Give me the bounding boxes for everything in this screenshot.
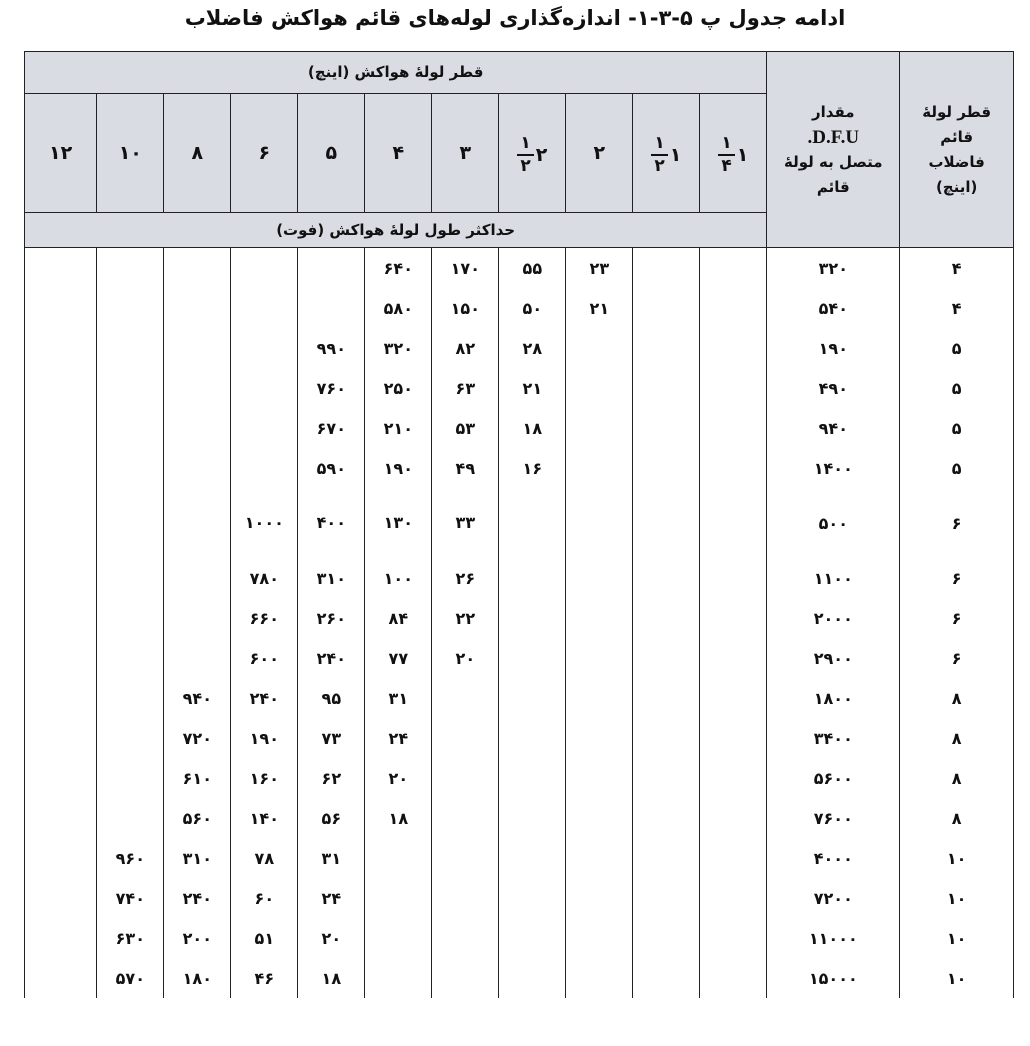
- dfu-label-bottom: متصل به لولهٔ قائم: [784, 152, 883, 196]
- dfu-cell: ۱۱۰۰۰: [767, 918, 900, 958]
- table-row: [25, 678, 1014, 718]
- max-length-cell: [97, 558, 164, 598]
- max-length-cell: [700, 838, 767, 878]
- vent-sizing-table: [24, 51, 1014, 998]
- max-length-cell: [231, 368, 298, 408]
- vent-size-header: [566, 94, 633, 213]
- max-length-cell: ۶۲: [298, 758, 365, 798]
- vent-size-label: ۸: [191, 142, 204, 164]
- max-length-cell: ۱۵۰: [432, 288, 499, 328]
- max-length-cell: [97, 598, 164, 638]
- max-length-cell: ۵۶۰: [164, 798, 231, 838]
- max-length-cell: ۹۴۰: [164, 678, 231, 718]
- max-length-cell: ۱۰۰: [365, 558, 432, 598]
- max-length-cell: [97, 718, 164, 758]
- vent-size-fraction: [651, 135, 681, 175]
- max-length-cell: [432, 798, 499, 838]
- max-length-cell: ۵۷۰: [97, 958, 164, 998]
- table-row: [25, 288, 1014, 328]
- max-length-cell: [97, 638, 164, 678]
- max-length-cell: ۴۶: [231, 958, 298, 998]
- max-length-cell: ۲۴: [298, 878, 365, 918]
- max-length-cell: [25, 718, 97, 758]
- max-length-cell: [700, 598, 767, 638]
- max-length-cell: [499, 718, 566, 758]
- fraction-denominator: ۲: [654, 156, 665, 176]
- table-row: [25, 558, 1014, 598]
- max-length-cell: [164, 598, 231, 638]
- dfu-cell: ۵۶۰۰: [767, 758, 900, 798]
- max-length-cell: [164, 638, 231, 678]
- max-length-cell: ۳۱۰: [298, 558, 365, 598]
- stack-diameter-cell: ۶: [900, 598, 1014, 638]
- max-length-cell: [164, 248, 231, 289]
- stack-diameter-cell: ۸: [900, 718, 1014, 758]
- max-length-cell: ۲۸: [499, 328, 566, 368]
- max-length-cell: [633, 958, 700, 998]
- max-length-cell: ۹۶۰: [97, 838, 164, 878]
- max-length-cell: [633, 758, 700, 798]
- max-length-cell: [566, 488, 633, 558]
- max-length-cell: [633, 328, 700, 368]
- vent-size-header: [298, 94, 365, 213]
- max-length-cell: [499, 488, 566, 558]
- max-length-cell: [566, 878, 633, 918]
- max-length-cell: ۲۱: [566, 288, 633, 328]
- vent-size-label: ۶: [258, 142, 271, 164]
- max-length-cell: ۳۱: [365, 678, 432, 718]
- max-length-cell: [365, 918, 432, 958]
- max-length-cell: ۱۹۰: [365, 448, 432, 488]
- table-row: [25, 918, 1014, 958]
- dfu-cell: ۱۸۰۰: [767, 678, 900, 718]
- max-length-cell: [25, 878, 97, 918]
- max-length-cell: [97, 368, 164, 408]
- dfu-cell: ۱۹۰: [767, 328, 900, 368]
- max-length-cell: ۲۴۰: [231, 678, 298, 718]
- vent-size-header: [499, 94, 566, 213]
- dfu-cell: ۵۰۰: [767, 488, 900, 558]
- table-row: [25, 758, 1014, 798]
- max-length-cell: [566, 408, 633, 448]
- max-length-cell: [25, 758, 97, 798]
- max-length-cell: [633, 838, 700, 878]
- max-length-cell: ۲۰: [432, 638, 499, 678]
- fraction-denominator: ۲: [520, 156, 531, 176]
- max-length-cell: ۹۵: [298, 678, 365, 718]
- max-length-cell: [633, 878, 700, 918]
- max-length-cell: [566, 328, 633, 368]
- dfu-cell: ۷۶۰۰: [767, 798, 900, 838]
- dfu-header: [767, 52, 900, 248]
- fraction-denominator: ۴: [721, 156, 732, 176]
- stack-diameter-cell: ۶: [900, 488, 1014, 558]
- vent-size-label: ۵: [325, 142, 338, 164]
- max-length-cell: [700, 878, 767, 918]
- max-length-cell: ۴۰۰: [298, 488, 365, 558]
- table-row: [25, 408, 1014, 448]
- max-length-cell: ۶۱۰: [164, 758, 231, 798]
- max-length-cell: ۶۰۰: [231, 638, 298, 678]
- max-length-cell: [164, 408, 231, 448]
- max-length-cell: [499, 798, 566, 838]
- max-length-cell: [25, 918, 97, 958]
- max-length-cell: [97, 408, 164, 448]
- max-length-cell: ۷۳: [298, 718, 365, 758]
- max-length-cell: ۱۷۰: [432, 248, 499, 289]
- max-length-cell: [164, 288, 231, 328]
- stack-diameter-cell: ۸: [900, 798, 1014, 838]
- max-length-cell: [633, 408, 700, 448]
- max-length-cell: ۲۰: [365, 758, 432, 798]
- vent-size-header: [633, 94, 700, 213]
- max-length-cell: [700, 368, 767, 408]
- max-length-cell: ۷۶۰: [298, 368, 365, 408]
- max-length-cell: [365, 838, 432, 878]
- max-length-cell: [700, 328, 767, 368]
- max-length-cell: [633, 598, 700, 638]
- max-length-cell: [164, 448, 231, 488]
- fraction-numerator: ۱: [651, 135, 667, 156]
- dfu-cell: ۱۴۰۰: [767, 448, 900, 488]
- vent-size-header: [365, 94, 432, 213]
- max-length-cell: [499, 638, 566, 678]
- dfu-cell: ۹۴۰: [767, 408, 900, 448]
- max-length-cell: ۲۱: [499, 368, 566, 408]
- max-length-cell: [231, 448, 298, 488]
- max-length-cell: [633, 448, 700, 488]
- max-length-cell: [164, 368, 231, 408]
- table-row: [25, 248, 1014, 289]
- max-length-cell: ۸۲: [432, 328, 499, 368]
- max-length-cell: ۱۳۰: [365, 488, 432, 558]
- max-length-cell: ۳۱۰: [164, 838, 231, 878]
- max-length-cell: ۲۵۰: [365, 368, 432, 408]
- vent-size-header: [231, 94, 298, 213]
- max-length-cell: [97, 288, 164, 328]
- max-length-cell: ۶۷۰: [298, 408, 365, 448]
- max-length-cell: ۵۹۰: [298, 448, 365, 488]
- table-row: [25, 838, 1014, 878]
- max-length-cell: ۶۰: [231, 878, 298, 918]
- max-length-cell: ۷۲۰: [164, 718, 231, 758]
- max-length-cell: [700, 678, 767, 718]
- max-length-cell: [700, 248, 767, 289]
- dfu-cell: ۵۴۰: [767, 288, 900, 328]
- dfu-cell: ۳۴۰۰: [767, 718, 900, 758]
- max-length-cell: [432, 918, 499, 958]
- stack-diameter-cell: ۱۰: [900, 878, 1014, 918]
- max-length-cell: [633, 368, 700, 408]
- max-length-cell: [499, 678, 566, 718]
- max-length-cell: ۲۰۰: [164, 918, 231, 958]
- max-length-cell: [700, 408, 767, 448]
- fraction-whole: ۱: [669, 144, 682, 166]
- max-length-cell: [25, 838, 97, 878]
- max-length-cell: ۶۴۰: [365, 248, 432, 289]
- max-length-cell: [700, 798, 767, 838]
- stack-diameter-cell: ۶: [900, 558, 1014, 598]
- max-length-cell: [633, 288, 700, 328]
- max-length-cell: ۲۳: [566, 248, 633, 289]
- max-length-cell: [432, 758, 499, 798]
- max-length-cell: [700, 558, 767, 598]
- max-length-cell: [164, 558, 231, 598]
- table-row: [25, 598, 1014, 638]
- stack-diameter-cell: ۵: [900, 448, 1014, 488]
- max-length-cell: [633, 718, 700, 758]
- vent-size-header: [25, 94, 97, 213]
- dfu-cell: ۲۰۰۰: [767, 598, 900, 638]
- max-length-cell: [25, 558, 97, 598]
- max-length-cell: ۵۶: [298, 798, 365, 838]
- max-length-cell: ۵۸۰: [365, 288, 432, 328]
- table-row: [25, 638, 1014, 678]
- max-length-cell: ۵۵: [499, 248, 566, 289]
- vent-diameter-header: [25, 52, 767, 94]
- max-length-cell: [566, 598, 633, 638]
- max-length-cell: [25, 408, 97, 448]
- table-row: [25, 718, 1014, 758]
- max-length-header: [25, 213, 767, 248]
- max-length-cell: [633, 488, 700, 558]
- max-length-cell: [566, 958, 633, 998]
- max-length-cell: [566, 678, 633, 718]
- max-length-cell: [97, 798, 164, 838]
- max-length-cell: ۸۴: [365, 598, 432, 638]
- table-row: [25, 798, 1014, 838]
- vent-size-label: ۴: [392, 142, 405, 164]
- max-length-cell: [231, 408, 298, 448]
- max-length-cell: [432, 718, 499, 758]
- stack-diameter-cell: ۴: [900, 288, 1014, 328]
- max-length-cell: [633, 678, 700, 718]
- max-length-cell: [633, 638, 700, 678]
- max-length-cell: [633, 248, 700, 289]
- stack-diameter-cell: ۴: [900, 248, 1014, 289]
- max-length-cell: ۶۳۰: [97, 918, 164, 958]
- max-length-cell: [700, 288, 767, 328]
- fraction-part: [517, 135, 533, 175]
- table-row: [25, 328, 1014, 368]
- max-length-cell: [25, 488, 97, 558]
- max-length-cell: ۲۱۰: [365, 408, 432, 448]
- max-length-cell: ۷۸۰: [231, 558, 298, 598]
- dfu-cell: ۴۹۰: [767, 368, 900, 408]
- max-length-cell: ۱۶۰: [231, 758, 298, 798]
- max-length-cell: ۱۸: [298, 958, 365, 998]
- max-length-cell: [432, 878, 499, 918]
- max-length-cell: [566, 448, 633, 488]
- max-length-cell: [164, 328, 231, 368]
- max-length-cell: ۲۴۰: [298, 638, 365, 678]
- max-length-cell: [566, 558, 633, 598]
- stack-diameter-cell: ۵: [900, 328, 1014, 368]
- max-length-cell: [633, 918, 700, 958]
- max-length-cell: [432, 678, 499, 718]
- stack-diameter-label: قطر لولهٔ قائم فاضلاب (اینچ): [922, 102, 992, 196]
- dfu-cell: ۴۰۰۰: [767, 838, 900, 878]
- max-length-cell: ۱۰۰۰: [231, 488, 298, 558]
- dfu-cell: ۲۹۰۰: [767, 638, 900, 678]
- dfu-label-top: مقدار: [812, 102, 855, 121]
- max-length-cell: ۷۷: [365, 638, 432, 678]
- max-length-cell: [566, 798, 633, 838]
- stack-diameter-cell: ۵: [900, 408, 1014, 448]
- max-length-cell: [700, 488, 767, 558]
- fraction-part: [651, 135, 667, 175]
- vent-size-label: ۲: [593, 142, 606, 164]
- max-length-cell: [25, 248, 97, 289]
- max-length-cell: [499, 598, 566, 638]
- max-length-cell: [633, 798, 700, 838]
- max-length-cell: [25, 638, 97, 678]
- max-length-cell: [700, 758, 767, 798]
- table-row: [25, 878, 1014, 918]
- table-title: ادامه جدول پ ۵-۳-۱- اندازه‌گذاری لوله‌های قائم هواکش فاضلاب: [184, 6, 846, 30]
- dfu-cell: ۷۲۰۰: [767, 878, 900, 918]
- max-length-cell: [566, 368, 633, 408]
- max-length-cell: ۲۴: [365, 718, 432, 758]
- max-length-cell: [97, 448, 164, 488]
- stack-diameter-header: [900, 52, 1014, 248]
- max-length-cell: ۵۰: [499, 288, 566, 328]
- max-length-cell: [298, 248, 365, 289]
- stack-diameter-cell: ۸: [900, 758, 1014, 798]
- max-length-cell: ۲۶: [432, 558, 499, 598]
- vent-size-header: [432, 94, 499, 213]
- max-length-cell: [25, 368, 97, 408]
- table-row: [25, 448, 1014, 488]
- max-length-cell: [566, 838, 633, 878]
- fraction-part: [718, 135, 734, 175]
- dfu-label-mid: D.F.U.: [807, 126, 860, 148]
- max-length-cell: [25, 288, 97, 328]
- table-row: [25, 368, 1014, 408]
- stack-diameter-cell: ۵: [900, 368, 1014, 408]
- max-length-cell: ۱۸۰: [164, 958, 231, 998]
- dfu-cell: ۱۱۰۰: [767, 558, 900, 598]
- max-length-cell: [432, 958, 499, 998]
- vent-size-fraction: [517, 135, 547, 175]
- max-length-cell: ۴۹: [432, 448, 499, 488]
- max-length-cell: [700, 958, 767, 998]
- max-length-cell: ۷۸: [231, 838, 298, 878]
- vent-size-label: ۱۲: [49, 142, 73, 164]
- max-length-label: حداکثر طول لولهٔ هواکش (فوت): [276, 221, 516, 239]
- max-length-cell: [432, 838, 499, 878]
- max-length-cell: ۳۳: [432, 488, 499, 558]
- stack-diameter-cell: ۶: [900, 638, 1014, 678]
- max-length-cell: ۱۸: [499, 408, 566, 448]
- max-length-cell: ۳۱: [298, 838, 365, 878]
- max-length-cell: ۳۲۰: [365, 328, 432, 368]
- max-length-cell: [633, 558, 700, 598]
- max-length-cell: [25, 448, 97, 488]
- max-length-cell: [566, 718, 633, 758]
- dfu-cell: ۱۵۰۰۰: [767, 958, 900, 998]
- fraction-numerator: ۱: [517, 135, 533, 156]
- max-length-cell: ۵۳: [432, 408, 499, 448]
- max-length-cell: [499, 758, 566, 798]
- max-length-cell: [566, 638, 633, 678]
- vent-size-label: ۱۰: [118, 142, 142, 164]
- max-length-cell: ۱۶: [499, 448, 566, 488]
- stack-diameter-cell: ۱۰: [900, 918, 1014, 958]
- fraction-whole: ۲: [535, 144, 548, 166]
- max-length-cell: [298, 288, 365, 328]
- max-length-cell: [231, 248, 298, 289]
- max-length-cell: ۶۶۰: [231, 598, 298, 638]
- stack-diameter-cell: ۱۰: [900, 958, 1014, 998]
- max-length-cell: ۲۲: [432, 598, 499, 638]
- max-length-cell: [97, 758, 164, 798]
- max-length-cell: [499, 918, 566, 958]
- fraction-whole: ۱: [736, 144, 749, 166]
- max-length-cell: [365, 878, 432, 918]
- max-length-cell: [700, 638, 767, 678]
- max-length-cell: [97, 328, 164, 368]
- max-length-cell: [97, 488, 164, 558]
- max-length-cell: ۲۶۰: [298, 598, 365, 638]
- table-row: [25, 958, 1014, 998]
- max-length-cell: ۵۱: [231, 918, 298, 958]
- max-length-cell: [231, 328, 298, 368]
- fraction-numerator: ۱: [718, 135, 734, 156]
- max-length-cell: ۱۸: [365, 798, 432, 838]
- stack-diameter-cell: ۱۰: [900, 838, 1014, 878]
- max-length-cell: [25, 678, 97, 718]
- max-length-cell: [25, 598, 97, 638]
- max-length-cell: ۲۴۰: [164, 878, 231, 918]
- max-length-cell: [97, 248, 164, 289]
- max-length-cell: [499, 838, 566, 878]
- max-length-cell: [566, 918, 633, 958]
- stack-diameter-cell: ۸: [900, 678, 1014, 718]
- max-length-cell: [25, 958, 97, 998]
- vent-size-header: [164, 94, 231, 213]
- max-length-cell: [499, 958, 566, 998]
- max-length-cell: [25, 328, 97, 368]
- max-length-cell: [700, 718, 767, 758]
- table-row: [25, 488, 1014, 558]
- max-length-cell: ۱۹۰: [231, 718, 298, 758]
- max-length-cell: [231, 288, 298, 328]
- vent-size-header: [97, 94, 164, 213]
- max-length-cell: ۷۴۰: [97, 878, 164, 918]
- max-length-cell: [365, 958, 432, 998]
- max-length-cell: [566, 758, 633, 798]
- max-length-cell: [700, 448, 767, 488]
- max-length-cell: [499, 558, 566, 598]
- max-length-cell: [25, 798, 97, 838]
- vent-size-header: [700, 94, 767, 213]
- max-length-cell: ۱۴۰: [231, 798, 298, 838]
- vent-size-fraction: [718, 135, 748, 175]
- max-length-cell: ۶۳: [432, 368, 499, 408]
- max-length-cell: ۹۹۰: [298, 328, 365, 368]
- max-length-cell: [164, 488, 231, 558]
- vent-diameter-label: قطر لولهٔ هواکش (اینچ): [307, 63, 484, 81]
- table-body: [25, 248, 1014, 999]
- max-length-cell: ۲۰: [298, 918, 365, 958]
- dfu-cell: ۳۲۰: [767, 248, 900, 289]
- max-length-cell: [700, 918, 767, 958]
- max-length-cell: [499, 878, 566, 918]
- vent-size-label: ۳: [459, 142, 472, 164]
- max-length-cell: [97, 678, 164, 718]
